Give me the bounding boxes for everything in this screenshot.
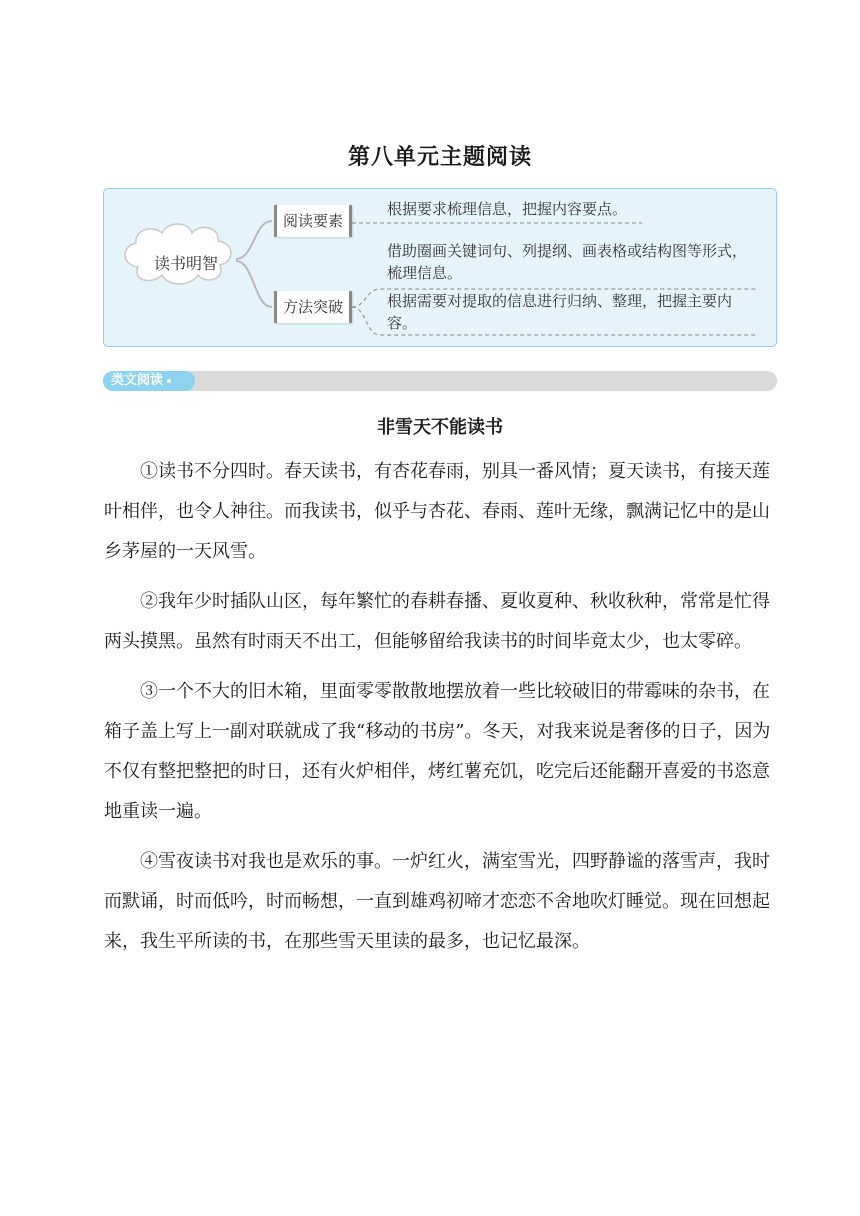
paragraph-4: ④雪夜读书对我也是欢乐的事。一炉红火，满室雪光，四野静谧的落雪声，我时而默诵，时而低吟，时而畅想，一直到雄鸡初啼才恋恋不舍地吹灯睡觉。现在回想起来，我生平所读的书，在那些雪天里读的最多，也记忆最深。 — [104, 851, 770, 952]
section-badge — [103, 371, 195, 391]
tag-method-breakthrough: 方法突破 — [274, 291, 352, 323]
method-text-2: 根据需要对提取的信息进行归纳、整理，把握主要内容。 — [387, 292, 733, 332]
paragraph-3: ③一个不大的旧木箱，里面零零散散地摆放着一些比较破旧的带霉味的杂书，在箱子盖上写上一副对联就成了我“移动的书房”。冬天，对我来说是奢侈的日子，因为不仅有整把整把的时日，还有火炉相伴，烤红薯充饥，吃完后还能翻开喜爱的书恣意地重读一遍。 — [104, 681, 771, 822]
section-label: 类文阅读 — [111, 373, 164, 388]
dot-icon — [167, 379, 171, 383]
article-body — [104, 452, 778, 972]
section-bar — [103, 371, 777, 391]
reading-method-box — [103, 188, 777, 347]
paragraph-2: ②我年少时插队山区，每年繁忙的春耕春播、夏收夏种、秋收秋种，常常是忙得两头摸黑。虽然有时雨天不出工，但能够留给我读书的时间毕竟太少，也太零碎。 — [104, 591, 770, 652]
reading-elements-text: 根据要求梳理信息，把握内容要点。 — [387, 200, 628, 218]
cloud-label: 读书明智 — [153, 254, 218, 273]
page-title: 第八单元主题阅读 — [347, 145, 532, 170]
tag-reading-elements: 阅读要素 — [274, 205, 352, 237]
method-text-1: 借助圈画关键词句、列提纲、画表格或结构图等形式，梳理信息。 — [387, 242, 748, 282]
paragraph-1: ①读书不分四时。春天读书，有杏花春雨，别具一番风情；夏天读书，有接天莲叶相伴，也令人神往。而我读书，似乎与杏花、春雨、莲叶无缘，飘满记忆中的是山乡茅屋的一天风雪。 — [104, 461, 770, 562]
article-title: 非雪天不能读书 — [377, 417, 503, 438]
